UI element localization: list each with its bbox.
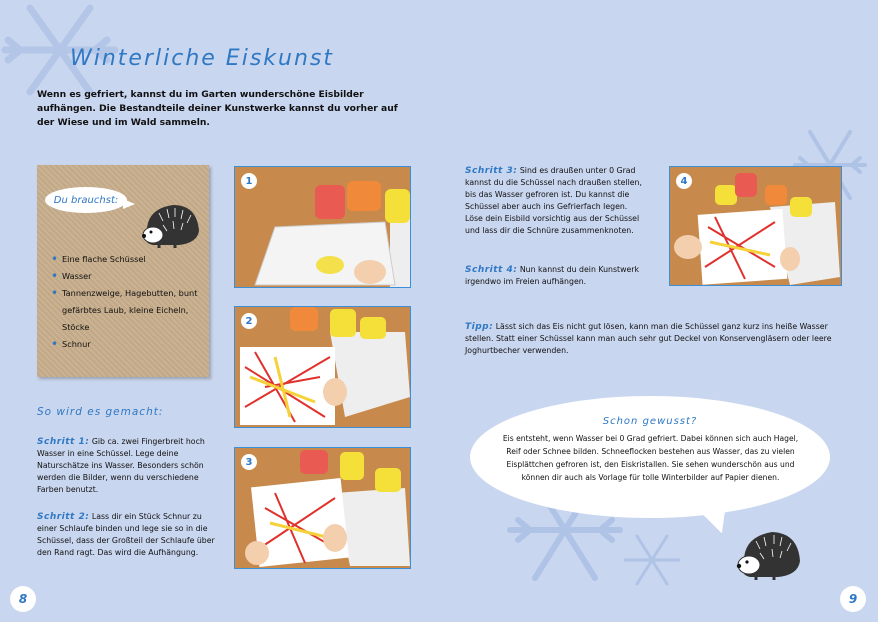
step-photo-2 [234,306,411,428]
list-item: • Schnur [51,336,202,353]
photo-illustration [235,307,410,427]
step-body: Gib ca. zwei Fingerbreit hoch Wasser in eine Schüssel. Lege deine Naturschätze ins Wasser. Besonders schön werden die Bilder, wenn du verschiedene Farben benutzt. [37,437,205,494]
list-item: • Tannenzweige, Hagebutten, bunt gefärbtes Laub, kleine Eicheln, Stöcke [51,285,202,336]
step-body: Nun kannst du dein Kunstwerk irgendwo im Freien aufhängen. [465,265,639,286]
howto-heading: So wird es gemacht: [37,406,164,418]
list-item: • Eine flache Schüssel [51,251,202,268]
photo-number: 2 [241,313,257,329]
step-4 [465,264,645,288]
fact-text: Eis entsteht, wenn Wasser bei 0 Grad gefriert. Dabei können sich auch Hagel, Reif oder Schnee bilden. Schneeflocken bestehen aus Wasser, das zu vielen Eisplättchen gefroren ist, den Eiskristallen. Sie sehen wunderschön aus und können dir auch als Vorlage für tolle Winterbilder auf Papier dienen. [502,434,799,482]
step-label: Schritt 1: [37,437,90,447]
step-body: Lass dir ein Stück Schnur zu einer Schlaufe binden und lege sie so in die Schüssel, dass der Großteil der Schlaufe über den Rand ragt. Das wird die Aufhängung. [37,512,215,557]
materials-heading: Du brauchst: [45,187,127,213]
tip-label: Tipp: [465,322,494,332]
step-2 [37,511,219,559]
photo-illustration [235,167,410,287]
fact-heading: Schon gewusst? [602,416,698,427]
page-number-left: 8 [10,586,36,612]
tip-body: Lässt sich das Eis nicht gut lösen, kann man die Schüssel ganz kurz ins heiße Wasser stellen. Statt einer Schüssel kann man auch sehr gut Deckel von Konservengläsern oder leere Joghurtbecher verwenden. [465,322,832,355]
step-photo-1 [234,166,411,288]
photo-illustration [670,167,841,285]
photo-number: 4 [676,173,692,189]
step-body: Sind es draußen unter 0 Grad kannst du die Schüssel nach draußen stellen, bis das Wasser gefroren ist. Du kannst die Schüssel aber auch ins Gefrierfach legen. Löse dein Eisbild vorsichtig aus der Schüssel und lass dir die Schnüre zusammenknoten. [465,166,642,235]
hedgehog-icon [139,199,203,249]
photo-number: 1 [241,173,257,189]
page-number-right: 9 [840,586,866,612]
photo-number: 3 [241,454,257,470]
tip-text [465,321,843,357]
photo-illustration [235,448,410,568]
step-label: Schritt 4: [465,265,518,275]
step-photo-3 [234,447,411,569]
step-3 [465,165,645,237]
snowflake-icon [622,530,682,590]
step-1 [37,436,217,496]
page-title: Winterliche Eiskunst [70,46,334,71]
hedgehog-icon [734,525,804,581]
step-label: Schritt 2: [37,512,90,522]
step-label: Schritt 3: [465,166,518,176]
materials-card [37,165,209,377]
intro-text: Wenn es gefriert, kannst du im Garten wunderschöne Eisbilder aufhängen. Die Bestandteile deiner Kunstwerke kannst du vorher auf der Wiese und im Wald sammeln. [37,89,398,128]
materials-list [51,251,202,353]
list-item: • Wasser [51,268,202,285]
step-photo-4 [669,166,842,286]
